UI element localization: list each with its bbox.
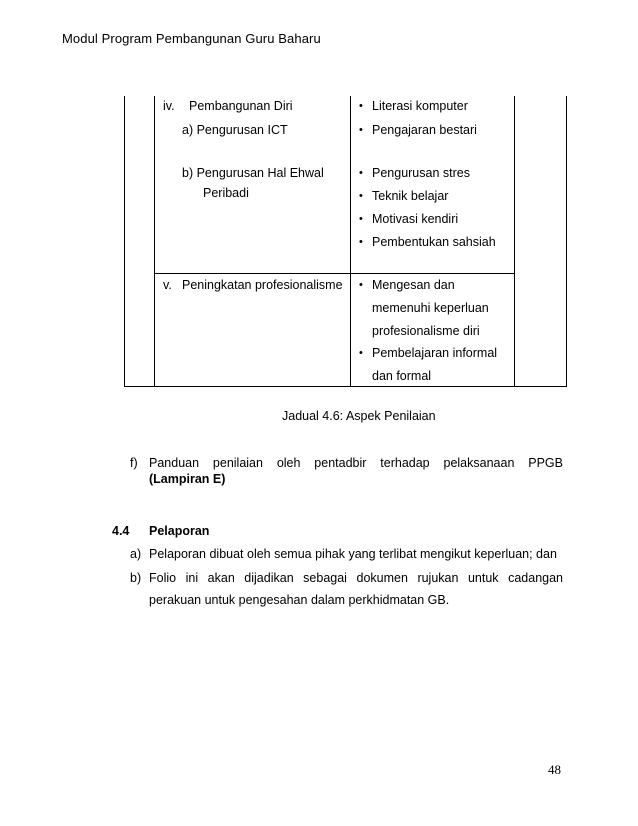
item-iv-sub-b-line2: Peribadi bbox=[203, 186, 249, 200]
running-header: Modul Program Pembangunan Guru Baharu bbox=[62, 31, 321, 46]
bullet-text-cont: profesionalisme diri bbox=[372, 324, 480, 338]
bullet-icon: • bbox=[359, 279, 363, 291]
bullet-text: Teknik belajar bbox=[372, 189, 449, 203]
bullet-text: Pembelajaran informal bbox=[372, 346, 498, 360]
bullet-icon: • bbox=[359, 167, 363, 179]
item-v-title: Peningkatan profesionalisme bbox=[182, 278, 343, 292]
item-v-number: v. bbox=[163, 278, 172, 292]
bullet-text-cont: dan formal bbox=[372, 369, 432, 383]
bullet-text: Pembentukan sahsiah bbox=[372, 235, 496, 249]
bullet-text: Pengurusan stres bbox=[372, 166, 470, 180]
item-f-label: f) bbox=[130, 456, 138, 470]
bullet-text: Pengajaran bestari bbox=[372, 123, 477, 137]
table-border-bottom bbox=[124, 386, 567, 387]
bullet-icon: • bbox=[359, 236, 363, 248]
item-iv-title: Pembangunan Diri bbox=[189, 99, 293, 113]
bullet-text: Mengesan dan bbox=[372, 278, 455, 292]
section-number: 4.4 bbox=[112, 524, 130, 538]
table-col-divider-1 bbox=[154, 96, 155, 387]
bullet-icon: • bbox=[359, 347, 363, 359]
bullet-icon: • bbox=[359, 190, 363, 202]
row-divider bbox=[154, 273, 515, 274]
table-col-divider-2 bbox=[350, 96, 351, 387]
section-item-b-line2: perakuan untuk pengesahan dalam perkhidmatan GB. bbox=[149, 593, 450, 607]
bullet-text-cont: memenuhi keperluan bbox=[372, 301, 489, 315]
assessment-table bbox=[0, 0, 638, 400]
item-f-appendix: (Lampiran E) bbox=[149, 472, 226, 486]
table-border-right bbox=[566, 96, 567, 387]
table-border-left bbox=[124, 96, 125, 387]
section-title: Pelaporan bbox=[149, 524, 210, 538]
item-iv-sub-b-line1: b) Pengurusan Hal Ehwal bbox=[182, 166, 324, 180]
table-col-divider-3 bbox=[514, 96, 515, 387]
item-f-line1: Panduan penilaian oleh pentadbir terhadap pelaksanaan PPGB bbox=[149, 456, 563, 470]
bullet-text: Literasi komputer bbox=[372, 99, 468, 113]
item-iv-number: iv. bbox=[163, 99, 175, 113]
section-item-a-label: a) bbox=[130, 547, 142, 561]
bullet-icon: • bbox=[359, 100, 363, 112]
table-caption: Jadual 4.6: Aspek Penilaian bbox=[282, 409, 436, 423]
item-iv-sub-a: a) Pengurusan ICT bbox=[182, 123, 288, 137]
bullet-icon: • bbox=[359, 124, 363, 136]
section-item-b-line1: Folio ini akan dijadikan sebagai dokumen rujukan untuk cadangan bbox=[149, 571, 563, 585]
page-number: 48 bbox=[548, 762, 561, 777]
bullet-text: Motivasi kendiri bbox=[372, 212, 459, 226]
bullet-icon: • bbox=[359, 213, 363, 225]
section-item-b-label: b) bbox=[130, 571, 142, 585]
section-item-a-text: Pelaporan dibuat oleh semua pihak yang terlibat mengikut keperluan; dan bbox=[149, 547, 557, 561]
